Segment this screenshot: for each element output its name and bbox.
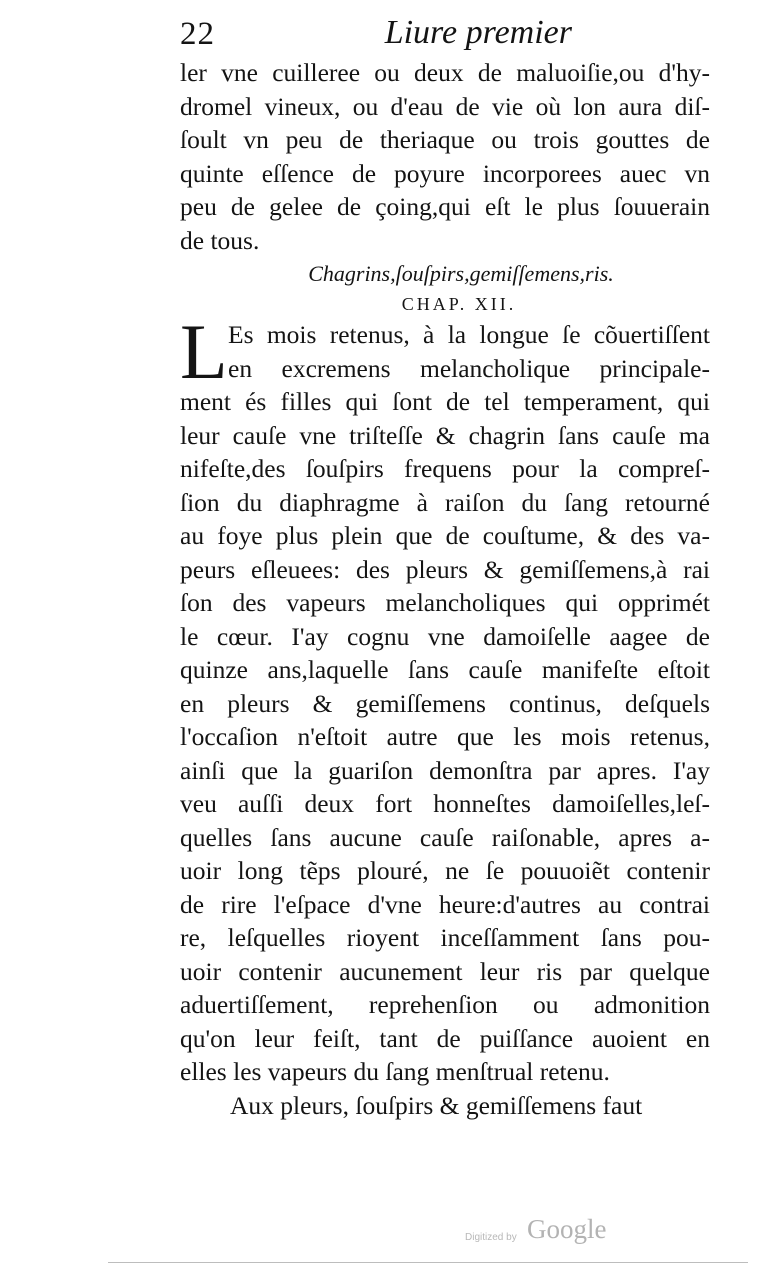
text-line: elles les vapeurs du ſang menſtrual retenu. <box>180 1057 610 1086</box>
text-line: nifeſte,des ſouſpirs frequens pour la compreſ- <box>180 454 710 483</box>
text-line: de tous. <box>180 225 260 255</box>
text-line: leur cauſe vne triſteſſe & chagrin ſans cauſe ma <box>180 420 710 450</box>
text-line: quinze ans,laquelle ſans cauſe manifeſte eſtoit <box>180 655 710 684</box>
text-line: l'occaſion n'eſtoit autre que les mois retenus, <box>180 722 710 751</box>
chapter-body <box>180 308 710 1122</box>
text-line: au foye plus plein que de couſtume, & des va- <box>180 521 710 550</box>
text-line: quinte eſſence de poyure incorporees auec vn <box>180 158 710 188</box>
digitized-by-label: Digitized by <box>465 1232 517 1243</box>
text-line: Aux pleurs, ſouſpirs & gemiſſemens faut <box>230 1090 643 1120</box>
text-line: en excremens melancholique principale- <box>228 353 710 383</box>
bottom-rule <box>108 1262 748 1264</box>
text-line: quelles ſans aucune cauſe raiſonable, apres a- <box>180 822 710 852</box>
digitizer-watermark <box>465 1214 625 1254</box>
text-line: ment és filles qui ſont de tel temperament, qui <box>180 387 710 416</box>
text-line: peurs eſleuees: des pleurs & gemiſſemens,à rai <box>180 554 710 584</box>
page-number: 22 <box>180 16 215 52</box>
text-line: uoir contenir aucunement leur ris par quelque <box>180 956 710 986</box>
drop-cap: L <box>180 308 228 395</box>
text-line: le cœur. I'ay cognu vne damoiſelle aagee de <box>180 621 710 651</box>
google-logo: Google <box>527 1214 607 1244</box>
running-title: Liure premier <box>384 14 572 51</box>
text-line: ſon des vapeurs melancholiques qui opprimét <box>180 588 710 617</box>
text-line: de rire l'eſpace d'vne heure:d'autres au contrai <box>180 889 710 919</box>
text-line: qu'on leur feiſt, tant de puiſſance auoient en <box>180 1023 710 1053</box>
text-line: peu de gelee de çoing,qui eſt le plus ſouuerain <box>180 192 710 221</box>
text-line: veu auſſi deux fort honneſtes damoiſelles,leſ- <box>180 789 710 818</box>
text-line: Es mois retenus, à la longue ſe cõuertiſſent <box>228 320 710 349</box>
text-line: ſoult vn peu de theriaque ou trois gouttes de <box>180 125 710 154</box>
text-line: aduertiſſement, reprehenſion ou admonition <box>180 990 710 1019</box>
text-line: dromel vineux, ou d'eau de vie où lon aura diſ- <box>180 91 710 121</box>
running-head <box>180 16 572 56</box>
text-line: uoir long tẽps plouré, ne ſe pouuoiẽt contenir <box>180 856 710 885</box>
text-line: ſion du diaphragme à raiſon du ſang retourné <box>180 487 710 517</box>
text-line: re, leſquelles rioyent inceſſamment ſans pou- <box>180 923 710 952</box>
chapter-label: CHAP. XII. <box>401 294 517 314</box>
body-text <box>180 56 710 1122</box>
section-heading: Chagrins,ſouſpirs,gemiſſemens,ris. <box>308 261 614 286</box>
text-line: ler vne cuilleree ou deux de maluoiſie,ou d'hy- <box>180 58 710 87</box>
text-line: ainſi que la guariſon demonſtra par apres. I'ay <box>180 755 710 785</box>
text-line: en pleurs & gemiſſemens continus, deſquels <box>180 688 710 718</box>
